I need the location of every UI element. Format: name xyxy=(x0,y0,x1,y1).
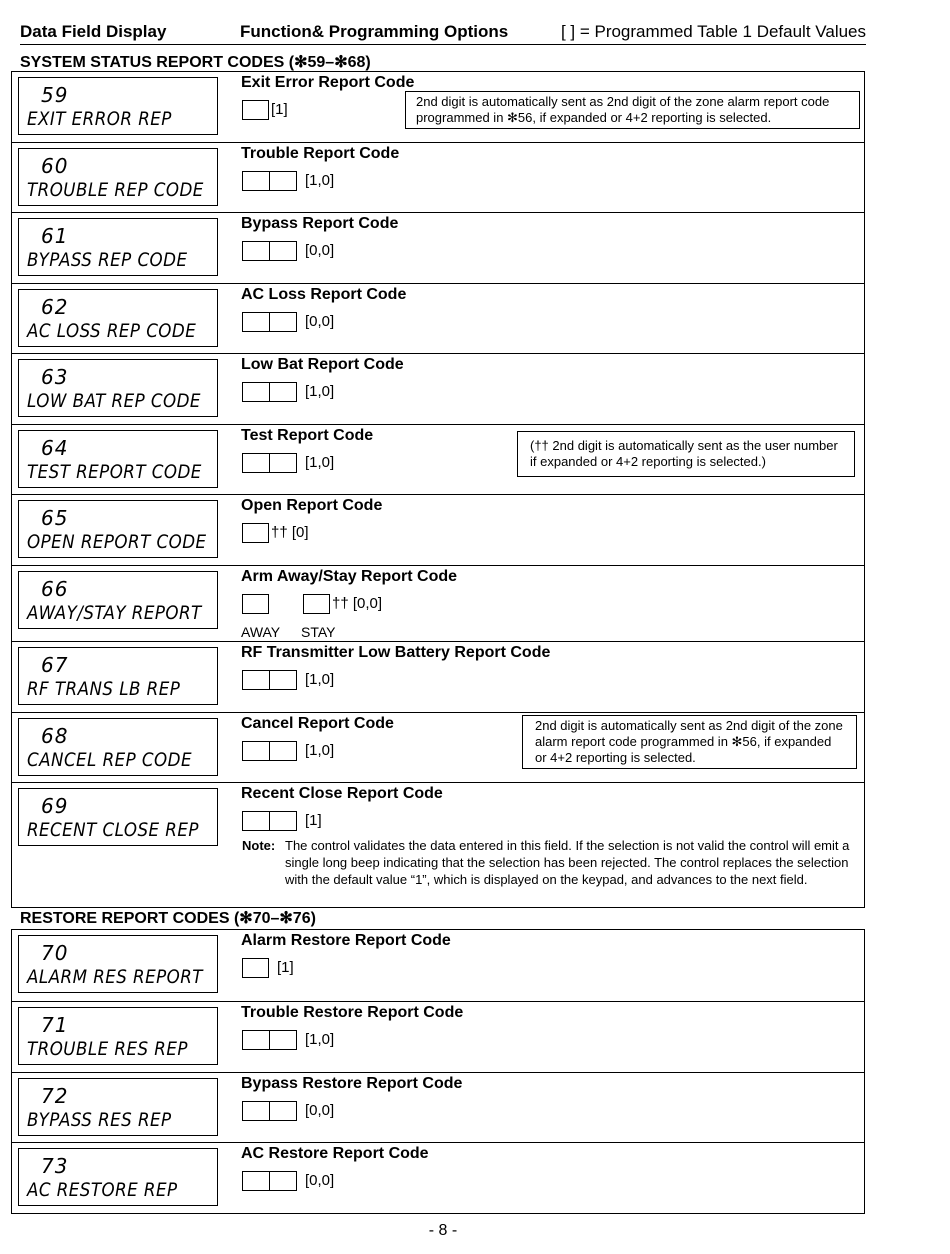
section-title-restore: RESTORE REPORT CODES (✻70–✻76) xyxy=(20,910,316,927)
note-box: (†† 2nd digit is automatically sent as the user number if expanded or 4+2 reporting is selected.) xyxy=(517,431,855,477)
entry-box[interactable] xyxy=(242,523,269,543)
entry-box-pair[interactable] xyxy=(242,670,297,690)
stay-entry-box[interactable] xyxy=(303,594,330,614)
default-value: [1,0] xyxy=(305,742,335,759)
field-title: Low Bat Report Code xyxy=(241,356,404,373)
field-number: 60 xyxy=(41,154,69,178)
lcd-display xyxy=(18,359,218,417)
entry-boxes xyxy=(242,957,294,978)
field-row-59 xyxy=(12,72,864,143)
field-row-62 xyxy=(12,284,864,354)
field-row-61 xyxy=(12,213,864,284)
lcd-text: BYPASS RES REP xyxy=(27,1109,172,1131)
field-number: 62 xyxy=(41,295,69,319)
lcd-text: CANCEL REP CODE xyxy=(27,749,192,771)
entry-box-pair[interactable] xyxy=(242,1101,297,1121)
entry-box-pair[interactable] xyxy=(242,811,297,831)
field-note xyxy=(242,837,857,888)
entry-box-pair[interactable] xyxy=(242,241,297,261)
field-row-68 xyxy=(12,713,864,783)
default-value: [0,0] xyxy=(305,313,335,330)
header-function-options: Function& Programming Options xyxy=(240,22,509,41)
default-value: [1] xyxy=(271,101,288,118)
field-row-73 xyxy=(12,1143,864,1214)
field-row-60 xyxy=(12,143,864,213)
entry-boxes xyxy=(242,810,322,831)
lcd-text: EXIT ERROR REP xyxy=(27,108,172,130)
field-number: 63 xyxy=(41,365,69,389)
entry-box-pair[interactable] xyxy=(242,453,297,473)
default-value: [1] xyxy=(277,959,294,976)
entry-boxes xyxy=(242,381,334,402)
field-row-65 xyxy=(12,495,864,566)
field-number: 59 xyxy=(41,83,69,107)
entry-box-pair[interactable] xyxy=(242,312,297,332)
field-row-70 xyxy=(12,930,864,1002)
default-value: †† [0] xyxy=(271,524,309,541)
default-value: [1,0] xyxy=(305,172,335,189)
field-row-71 xyxy=(12,1002,864,1073)
lcd-text: OPEN REPORT CODE xyxy=(27,531,207,553)
entry-box-pair[interactable] xyxy=(242,1171,297,1191)
field-title: Test Report Code xyxy=(241,427,374,444)
field-number: 73 xyxy=(41,1154,69,1178)
field-row-63 xyxy=(12,354,864,425)
field-row-66 xyxy=(12,566,864,642)
entry-boxes xyxy=(242,99,288,120)
field-title: Open Report Code xyxy=(241,497,383,514)
lcd-text: AWAY/STAY REPORT xyxy=(27,602,202,624)
lcd-text: RF TRANS LB REP xyxy=(27,678,181,700)
field-title: Trouble Restore Report Code xyxy=(241,1004,464,1021)
entry-boxes xyxy=(242,669,334,690)
entry-boxes xyxy=(242,1100,334,1121)
header-data-field-display: Data Field Display xyxy=(20,22,167,41)
entry-boxes xyxy=(242,170,334,191)
field-title: Recent Close Report Code xyxy=(241,785,443,802)
column-header xyxy=(20,22,866,45)
field-title: Trouble Report Code xyxy=(241,145,400,162)
header-default-values-legend: [ ] = Programmed Table 1 Default Values xyxy=(560,22,866,41)
field-number: 64 xyxy=(41,436,69,460)
lcd-text: TROUBLE RES REP xyxy=(27,1038,188,1060)
field-number: 70 xyxy=(41,941,69,965)
lcd-display xyxy=(18,500,218,558)
lcd-display xyxy=(18,148,218,206)
entry-boxes xyxy=(242,1029,334,1050)
lcd-display xyxy=(18,571,218,629)
field-number: 66 xyxy=(41,577,69,601)
lcd-text: TROUBLE REP CODE xyxy=(27,179,204,201)
away-entry-box[interactable] xyxy=(242,594,269,614)
field-row-69 xyxy=(12,783,864,908)
lcd-display xyxy=(18,1078,218,1136)
field-title: Cancel Report Code xyxy=(241,715,394,732)
lcd-text: BYPASS REP CODE xyxy=(27,249,188,271)
field-number: 72 xyxy=(41,1084,69,1108)
lcd-display xyxy=(18,647,218,705)
field-title: Bypass Restore Report Code xyxy=(241,1075,463,1092)
note-box: 2nd digit is automatically sent as 2nd digit of the zone alarm report code programmed in ✻56, if expanded or 4+2 reporting is selected. xyxy=(522,715,857,769)
lcd-text: RECENT CLOSE REP xyxy=(27,819,199,841)
entry-box[interactable] xyxy=(242,958,269,978)
lcd-display xyxy=(18,935,218,993)
entry-boxes xyxy=(242,311,334,332)
lcd-display xyxy=(18,1007,218,1065)
default-value: [1,0] xyxy=(305,671,335,688)
field-title: Bypass Report Code xyxy=(241,215,399,232)
entry-box-pair[interactable] xyxy=(242,382,297,402)
lcd-display xyxy=(18,77,218,135)
entry-box-pair[interactable] xyxy=(242,1030,297,1050)
entry-boxes xyxy=(242,452,334,473)
section-title-system-status: SYSTEM STATUS REPORT CODES (✻59–✻68) xyxy=(20,54,371,71)
default-value: [1,0] xyxy=(305,383,335,400)
default-value: †† [0,0] xyxy=(332,595,383,612)
default-value: [1,0] xyxy=(305,454,335,471)
default-value: [1,0] xyxy=(305,1031,335,1048)
lcd-display xyxy=(18,718,218,776)
entry-boxes xyxy=(242,740,334,761)
lcd-text: LOW BAT REP CODE xyxy=(27,390,201,412)
entry-boxes xyxy=(242,522,309,543)
field-title: AC Loss Report Code xyxy=(241,286,407,303)
field-row-67 xyxy=(12,642,864,713)
field-title: Arm Away/Stay Report Code xyxy=(241,568,458,585)
entry-box[interactable] xyxy=(242,100,269,120)
entry-boxes xyxy=(242,240,334,261)
lcd-display xyxy=(18,788,218,846)
field-number: 71 xyxy=(41,1013,69,1037)
lcd-text: TEST REPORT CODE xyxy=(27,461,202,483)
lcd-display xyxy=(18,1148,218,1206)
entry-boxes xyxy=(242,593,382,614)
default-value: [0,0] xyxy=(305,242,335,259)
lcd-text: AC RESTORE REP xyxy=(27,1179,178,1201)
stay-label: STAY xyxy=(301,624,336,640)
away-label: AWAY xyxy=(241,624,281,640)
entry-boxes xyxy=(242,1170,334,1191)
lcd-display xyxy=(18,430,218,488)
lcd-display xyxy=(18,289,218,347)
field-title: Alarm Restore Report Code xyxy=(241,932,451,949)
default-value: [0,0] xyxy=(305,1102,335,1119)
field-number: 65 xyxy=(41,506,69,530)
entry-box-pair[interactable] xyxy=(242,171,297,191)
lcd-text: AC LOSS REP CODE xyxy=(27,320,197,342)
note-text: The control validates the data entered in this field. If the selection is not valid the control will emit a single long beep indicating that the selection has been rejected. The control replaces the selection with the default value “1”, which is displayed on the keypad, and advances to the next field. xyxy=(285,838,850,887)
field-title: RF Transmitter Low Battery Report Code xyxy=(241,644,551,661)
note-box: 2nd digit is automatically sent as 2nd digit of the zone alarm report code programmed in ✻56, if expanded or 4+2 reporting is selected. xyxy=(405,91,860,129)
note-label: Note: xyxy=(242,838,276,853)
default-value: [1] xyxy=(305,812,322,829)
entry-box-pair[interactable] xyxy=(242,741,297,761)
lcd-display xyxy=(18,218,218,276)
field-number: 61 xyxy=(41,224,69,248)
page-number: - 8 - xyxy=(428,1222,458,1239)
default-value: [0,0] xyxy=(305,1172,335,1189)
field-number: 69 xyxy=(41,794,69,818)
system-status-table xyxy=(11,71,865,908)
lcd-text: ALARM RES REPORT xyxy=(27,966,203,988)
field-row-72 xyxy=(12,1073,864,1143)
restore-report-table xyxy=(11,929,865,1214)
field-title: Exit Error Report Code xyxy=(241,74,415,91)
field-row-64 xyxy=(12,425,864,495)
field-number: 68 xyxy=(41,724,69,748)
field-number: 67 xyxy=(41,653,69,677)
field-title: AC Restore Report Code xyxy=(241,1145,429,1162)
